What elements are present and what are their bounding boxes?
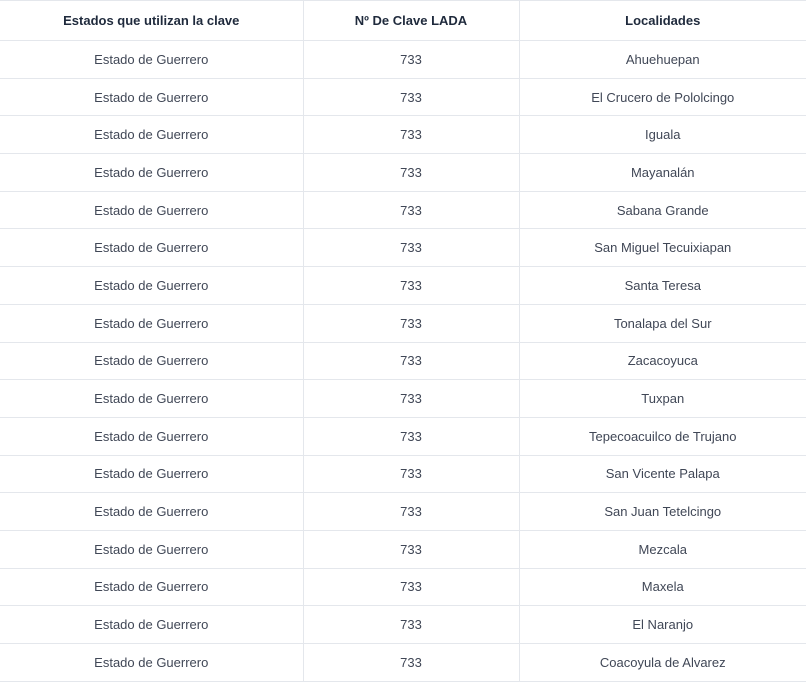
cell-clave-lada: 733	[303, 304, 519, 342]
cell-localidad: Mayanalán	[519, 154, 806, 192]
cell-clave-lada: 733	[303, 154, 519, 192]
cell-clave-lada: 733	[303, 229, 519, 267]
cell-clave-lada: 733	[303, 644, 519, 682]
cell-estado: Estado de Guerrero	[0, 644, 303, 682]
table-row	[0, 229, 806, 267]
cell-estado: Estado de Guerrero	[0, 568, 303, 606]
table-row	[0, 267, 806, 305]
cell-estado: Estado de Guerrero	[0, 304, 303, 342]
table-row	[0, 568, 806, 606]
table-row	[0, 380, 806, 418]
header-estados: Estados que utilizan la clave	[0, 1, 303, 41]
table-row	[0, 606, 806, 644]
table-row	[0, 154, 806, 192]
cell-estado: Estado de Guerrero	[0, 417, 303, 455]
table-row	[0, 78, 806, 116]
cell-localidad: San Vicente Palapa	[519, 455, 806, 493]
cell-localidad: Coacoyula de Alvarez	[519, 644, 806, 682]
table-row	[0, 116, 806, 154]
cell-estado: Estado de Guerrero	[0, 380, 303, 418]
cell-clave-lada: 733	[303, 191, 519, 229]
cell-localidad: El Crucero de Pololcingo	[519, 78, 806, 116]
cell-estado: Estado de Guerrero	[0, 493, 303, 531]
table-row	[0, 644, 806, 682]
table-row	[0, 530, 806, 568]
cell-clave-lada: 733	[303, 78, 519, 116]
cell-estado: Estado de Guerrero	[0, 342, 303, 380]
cell-estado: Estado de Guerrero	[0, 229, 303, 267]
cell-estado: Estado de Guerrero	[0, 154, 303, 192]
cell-estado: Estado de Guerrero	[0, 191, 303, 229]
table-row	[0, 191, 806, 229]
cell-clave-lada: 733	[303, 342, 519, 380]
cell-localidad: Ahuehuepan	[519, 41, 806, 79]
cell-estado: Estado de Guerrero	[0, 455, 303, 493]
cell-localidad: Sabana Grande	[519, 191, 806, 229]
cell-clave-lada: 733	[303, 455, 519, 493]
cell-clave-lada: 733	[303, 493, 519, 531]
cell-localidad: Mezcala	[519, 530, 806, 568]
table-body	[0, 41, 806, 682]
cell-localidad: San Miguel Tecuixiapan	[519, 229, 806, 267]
table-row	[0, 304, 806, 342]
cell-clave-lada: 733	[303, 267, 519, 305]
cell-clave-lada: 733	[303, 606, 519, 644]
table-row	[0, 417, 806, 455]
cell-clave-lada: 733	[303, 530, 519, 568]
header-row	[0, 1, 806, 41]
cell-clave-lada: 733	[303, 116, 519, 154]
cell-localidad: Zacacoyuca	[519, 342, 806, 380]
cell-estado: Estado de Guerrero	[0, 530, 303, 568]
table-row	[0, 41, 806, 79]
header-clave-lada: Nº De Clave LADA	[303, 1, 519, 41]
cell-clave-lada: 733	[303, 568, 519, 606]
cell-localidad: Tuxpan	[519, 380, 806, 418]
cell-localidad: San Juan Tetelcingo	[519, 493, 806, 531]
cell-estado: Estado de Guerrero	[0, 41, 303, 79]
cell-estado: Estado de Guerrero	[0, 606, 303, 644]
cell-estado: Estado de Guerrero	[0, 116, 303, 154]
cell-localidad: Maxela	[519, 568, 806, 606]
header-localidades: Localidades	[519, 1, 806, 41]
cell-localidad: Iguala	[519, 116, 806, 154]
cell-localidad: Tepecoacuilco de Trujano	[519, 417, 806, 455]
table-row	[0, 342, 806, 380]
cell-localidad: Santa Teresa	[519, 267, 806, 305]
table-row	[0, 455, 806, 493]
table-row	[0, 493, 806, 531]
cell-localidad: Tonalapa del Sur	[519, 304, 806, 342]
table-header	[0, 1, 806, 41]
cell-clave-lada: 733	[303, 380, 519, 418]
cell-estado: Estado de Guerrero	[0, 78, 303, 116]
cell-estado: Estado de Guerrero	[0, 267, 303, 305]
cell-clave-lada: 733	[303, 417, 519, 455]
cell-clave-lada: 733	[303, 41, 519, 79]
cell-localidad: El Naranjo	[519, 606, 806, 644]
